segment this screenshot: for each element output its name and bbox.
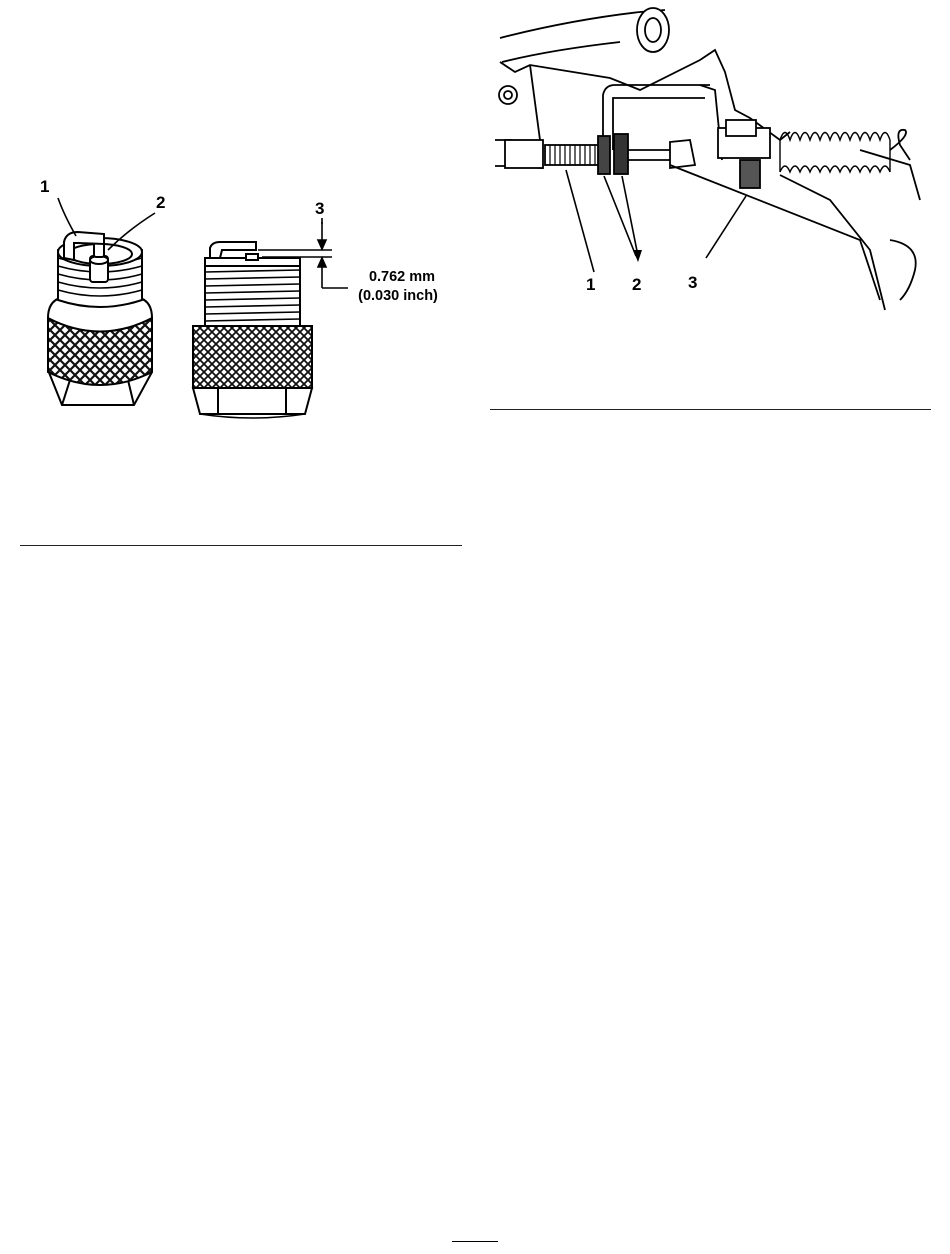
callout-1-ground-electrode: 1: [40, 177, 50, 196]
cable-callout-1: 1: [586, 275, 596, 294]
cable-illustration: [490, 0, 930, 320]
cable-callout-3: 3: [688, 273, 698, 292]
figure-divider-left: [20, 545, 462, 546]
gap-metric-label: 0.762 mm: [368, 269, 436, 285]
cable-callout-2: 2: [632, 275, 642, 294]
gap-imperial-label: (0.030 inch): [358, 288, 438, 304]
spark-plug-figure: [0, 0, 470, 450]
figure-divider-right: [490, 409, 931, 410]
page-number-underline: [452, 1241, 498, 1242]
spark-plug-side: [193, 242, 312, 418]
cable-figure: [490, 0, 930, 320]
callout-3-gap: 3: [315, 199, 325, 218]
callout-2-center-electrode: 2: [156, 193, 166, 212]
spark-plug-perspective: [48, 232, 152, 405]
spark-plug-illustration: [0, 0, 470, 450]
